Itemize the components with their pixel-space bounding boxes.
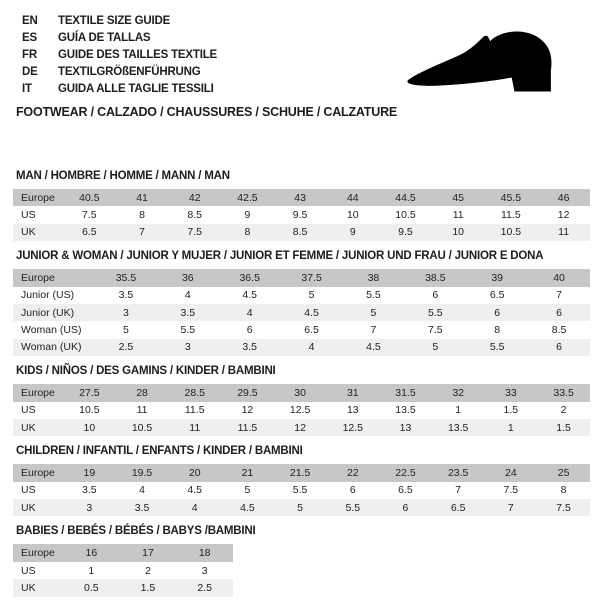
size-cell: 37.5 — [281, 269, 343, 286]
size-cell: 42 — [168, 189, 221, 206]
size-cell: 9.5 — [379, 224, 432, 241]
size-cell: 12.5 — [274, 402, 327, 419]
size-cell: 41 — [116, 189, 169, 206]
size-cell: 43 — [274, 189, 327, 206]
size-row — [13, 402, 590, 419]
size-cell: 21 — [221, 464, 274, 481]
row-label: Junior (US) — [13, 287, 95, 304]
size-cell: 7.5 — [168, 224, 221, 241]
size-cell: 10.5 — [379, 206, 432, 223]
row-label: Junior (UK) — [13, 304, 95, 321]
size-cell: 6 — [528, 339, 590, 356]
size-row — [13, 384, 590, 401]
size-cell: 45 — [432, 189, 485, 206]
size-cell: 13.5 — [379, 402, 432, 419]
size-row — [13, 544, 233, 561]
size-cell: 6.5 — [466, 287, 528, 304]
row-label: Woman (US) — [13, 321, 95, 338]
section-junior-woman — [13, 249, 600, 356]
size-cell: 4 — [157, 287, 219, 304]
size-cell: 28 — [116, 384, 169, 401]
size-cell: 6.5 — [63, 224, 116, 241]
size-cell: 38.5 — [404, 269, 466, 286]
row-label: UK — [13, 224, 63, 241]
size-cell: 23.5 — [432, 464, 485, 481]
size-cell: 3 — [63, 499, 116, 516]
size-row — [13, 464, 590, 481]
size-cell: 38 — [343, 269, 405, 286]
row-label: UK — [13, 499, 63, 516]
size-cell: 7 — [528, 287, 590, 304]
size-cell: 3.5 — [116, 499, 169, 516]
size-cell: 11 — [168, 419, 221, 436]
category-line: FOOTWEAR / CALZADO / CHAUSSURES / SCHUHE / CALZATURE — [16, 105, 398, 119]
language-title: GUIDE DES TAILLES TEXTILE — [58, 49, 217, 61]
table-title-junior-woman: JUNIOR & WOMAN / JUNIOR Y MUJER / JUNIOR ET FEMME / JUNIOR UND FRAU / JUNIOR E DONA — [16, 250, 544, 263]
size-cell: 7 — [485, 499, 538, 516]
row-label: Europe — [13, 384, 63, 401]
size-cell: 6.5 — [432, 499, 485, 516]
size-cell: 0.5 — [63, 579, 120, 596]
size-cell: 44.5 — [379, 189, 432, 206]
tables-area — [0, 169, 600, 597]
size-cell: 8 — [537, 482, 590, 499]
section-babies — [13, 524, 600, 596]
size-cell: 10.5 — [485, 224, 538, 241]
size-cell: 1 — [432, 402, 485, 419]
row-label: Europe — [13, 464, 63, 481]
size-cell: 5 — [281, 287, 343, 304]
table-title-babies: BABIES / BEBÉS / BÉBÉS / BABYS /BAMBINI — [16, 525, 256, 538]
row-label: US — [13, 402, 63, 419]
size-cell: 10 — [432, 224, 485, 241]
size-row — [13, 579, 233, 596]
size-cell: 22.5 — [379, 464, 432, 481]
size-cell: 11 — [537, 224, 590, 241]
size-cell: 8 — [221, 224, 274, 241]
language-code: FR — [22, 49, 37, 61]
size-cell: 6.5 — [379, 482, 432, 499]
size-cell: 6 — [466, 304, 528, 321]
size-row — [13, 482, 590, 499]
row-label: UK — [13, 419, 63, 436]
size-cell: 5.5 — [326, 499, 379, 516]
size-cell: 2 — [120, 562, 177, 579]
size-cell: 44 — [326, 189, 379, 206]
size-cell: 8.5 — [168, 206, 221, 223]
size-cell: 4.5 — [281, 304, 343, 321]
size-cell: 31 — [326, 384, 379, 401]
size-cell: 7.5 — [485, 482, 538, 499]
language-title: GUÍA DE TALLAS — [58, 32, 151, 44]
size-cell: 8 — [116, 206, 169, 223]
size-cell: 10.5 — [116, 419, 169, 436]
size-cell: 1.5 — [485, 402, 538, 419]
size-row — [13, 287, 590, 304]
size-cell: 2.5 — [95, 339, 157, 356]
size-cell: 11.5 — [485, 206, 538, 223]
size-cell: 8.5 — [528, 321, 590, 338]
size-cell: 5.5 — [404, 304, 466, 321]
language-code: EN — [22, 15, 38, 27]
kids-size-table — [13, 384, 590, 436]
size-cell: 10 — [63, 419, 116, 436]
size-cell: 42.5 — [221, 189, 274, 206]
size-cell: 12 — [274, 419, 327, 436]
size-cell: 13 — [379, 419, 432, 436]
size-cell: 19 — [63, 464, 116, 481]
size-cell: 3 — [95, 304, 157, 321]
size-row — [13, 189, 590, 206]
size-cell: 5 — [221, 482, 274, 499]
size-cell: 2.5 — [176, 579, 233, 596]
header — [0, 0, 600, 119]
size-cell: 5.5 — [343, 287, 405, 304]
table-title-children: CHILDREN / INFANTIL / ENFANTS / KINDER / BAMBINI — [16, 445, 303, 458]
size-cell: 5.5 — [274, 482, 327, 499]
size-cell: 17 — [120, 544, 177, 561]
size-cell: 13.5 — [432, 419, 485, 436]
size-cell: 35.5 — [95, 269, 157, 286]
row-label: Europe — [13, 189, 63, 206]
size-cell: 9.5 — [274, 206, 327, 223]
size-cell: 9 — [221, 206, 274, 223]
language-title: TEXTILE SIZE GUIDE — [58, 15, 171, 27]
size-cell: 4.5 — [168, 482, 221, 499]
size-cell: 8 — [466, 321, 528, 338]
size-cell: 27.5 — [63, 384, 116, 401]
size-cell: 3 — [176, 562, 233, 579]
size-cell: 9 — [326, 224, 379, 241]
size-cell: 11 — [116, 402, 169, 419]
row-label: Europe — [13, 269, 95, 286]
size-cell: 11 — [432, 206, 485, 223]
size-cell: 7 — [343, 321, 405, 338]
size-cell: 4.5 — [221, 499, 274, 516]
size-cell: 11.5 — [168, 402, 221, 419]
size-cell: 33.5 — [537, 384, 590, 401]
table-title-man: MAN / HOMBRE / HOMME / MANN / MAN — [16, 170, 230, 182]
row-label: US — [13, 482, 63, 499]
size-row — [13, 224, 590, 241]
size-cell: 12.5 — [326, 419, 379, 436]
size-row — [13, 339, 590, 356]
size-cell: 5 — [274, 499, 327, 516]
babies-size-table — [13, 544, 233, 596]
table-title-kids: KIDS / NIÑOS / DES GAMINS / KINDER / BAMBINI — [16, 365, 276, 378]
row-label: Europe — [13, 544, 63, 561]
size-cell: 5 — [343, 304, 405, 321]
dress-shoe-icon — [398, 28, 588, 98]
row-label: US — [13, 206, 63, 223]
size-cell: 19.5 — [116, 464, 169, 481]
size-cell: 45.5 — [485, 189, 538, 206]
size-cell: 3.5 — [157, 304, 219, 321]
size-cell: 20 — [168, 464, 221, 481]
size-cell: 39 — [466, 269, 528, 286]
size-cell: 4 — [116, 482, 169, 499]
size-cell: 6 — [379, 499, 432, 516]
size-cell: 32 — [432, 384, 485, 401]
language-code: ES — [22, 32, 37, 44]
size-cell: 4.5 — [219, 287, 281, 304]
size-cell: 7.5 — [537, 499, 590, 516]
size-cell: 6.5 — [281, 321, 343, 338]
size-cell: 21.5 — [274, 464, 327, 481]
size-cell: 3 — [157, 339, 219, 356]
size-cell: 6 — [326, 482, 379, 499]
section-kids — [13, 364, 600, 436]
size-cell: 5.5 — [466, 339, 528, 356]
size-cell: 33 — [485, 384, 538, 401]
size-cell: 1 — [63, 562, 120, 579]
size-cell: 22 — [326, 464, 379, 481]
size-cell: 5 — [404, 339, 466, 356]
row-label: Woman (UK) — [13, 339, 95, 356]
size-row — [13, 304, 590, 321]
row-label: US — [13, 562, 63, 579]
size-cell: 7.5 — [63, 206, 116, 223]
size-cell: 31.5 — [379, 384, 432, 401]
size-row — [13, 499, 590, 516]
size-cell: 1.5 — [537, 419, 590, 436]
size-cell: 6 — [404, 287, 466, 304]
size-cell: 11.5 — [221, 419, 274, 436]
size-cell: 7 — [116, 224, 169, 241]
size-cell: 40 — [528, 269, 590, 286]
size-cell: 10 — [326, 206, 379, 223]
size-cell: 16 — [63, 544, 120, 561]
size-cell: 12 — [221, 402, 274, 419]
size-cell: 12 — [537, 206, 590, 223]
language-title: TEXTILGRÖßENFÜHRUNG — [58, 66, 201, 78]
size-cell: 1 — [485, 419, 538, 436]
size-cell: 3.5 — [219, 339, 281, 356]
language-code: DE — [22, 66, 38, 78]
size-cell: 30 — [274, 384, 327, 401]
size-cell: 6 — [528, 304, 590, 321]
size-cell: 7 — [432, 482, 485, 499]
size-cell: 6 — [219, 321, 281, 338]
section-children — [13, 444, 600, 516]
size-row — [13, 562, 233, 579]
language-code: IT — [22, 83, 32, 95]
size-cell: 2 — [537, 402, 590, 419]
size-cell: 29.5 — [221, 384, 274, 401]
man-size-table — [13, 189, 590, 241]
size-cell: 36 — [157, 269, 219, 286]
junior-woman-size-table — [13, 269, 590, 356]
size-cell: 3.5 — [95, 287, 157, 304]
size-cell: 28.5 — [168, 384, 221, 401]
size-cell: 4.5 — [343, 339, 405, 356]
row-label: UK — [13, 579, 63, 596]
size-cell: 18 — [176, 544, 233, 561]
size-cell: 40.5 — [63, 189, 116, 206]
section-man — [13, 169, 600, 241]
size-cell: 36.5 — [219, 269, 281, 286]
size-row — [13, 321, 590, 338]
size-cell: 5.5 — [157, 321, 219, 338]
size-row — [13, 206, 590, 223]
children-size-table — [13, 464, 590, 516]
size-cell: 4 — [168, 499, 221, 516]
size-cell: 4 — [281, 339, 343, 356]
size-cell: 1.5 — [120, 579, 177, 596]
size-cell: 4 — [219, 304, 281, 321]
size-cell: 24 — [485, 464, 538, 481]
size-cell: 46 — [537, 189, 590, 206]
language-title: GUIDA ALLE TAGLIE TESSILI — [58, 83, 214, 95]
size-cell: 10.5 — [63, 402, 116, 419]
size-cell: 8.5 — [274, 224, 327, 241]
size-cell: 7.5 — [404, 321, 466, 338]
size-row — [13, 269, 590, 286]
size-row — [13, 419, 590, 436]
size-cell: 25 — [537, 464, 590, 481]
size-cell: 3.5 — [63, 482, 116, 499]
size-cell: 13 — [326, 402, 379, 419]
size-cell: 5 — [95, 321, 157, 338]
